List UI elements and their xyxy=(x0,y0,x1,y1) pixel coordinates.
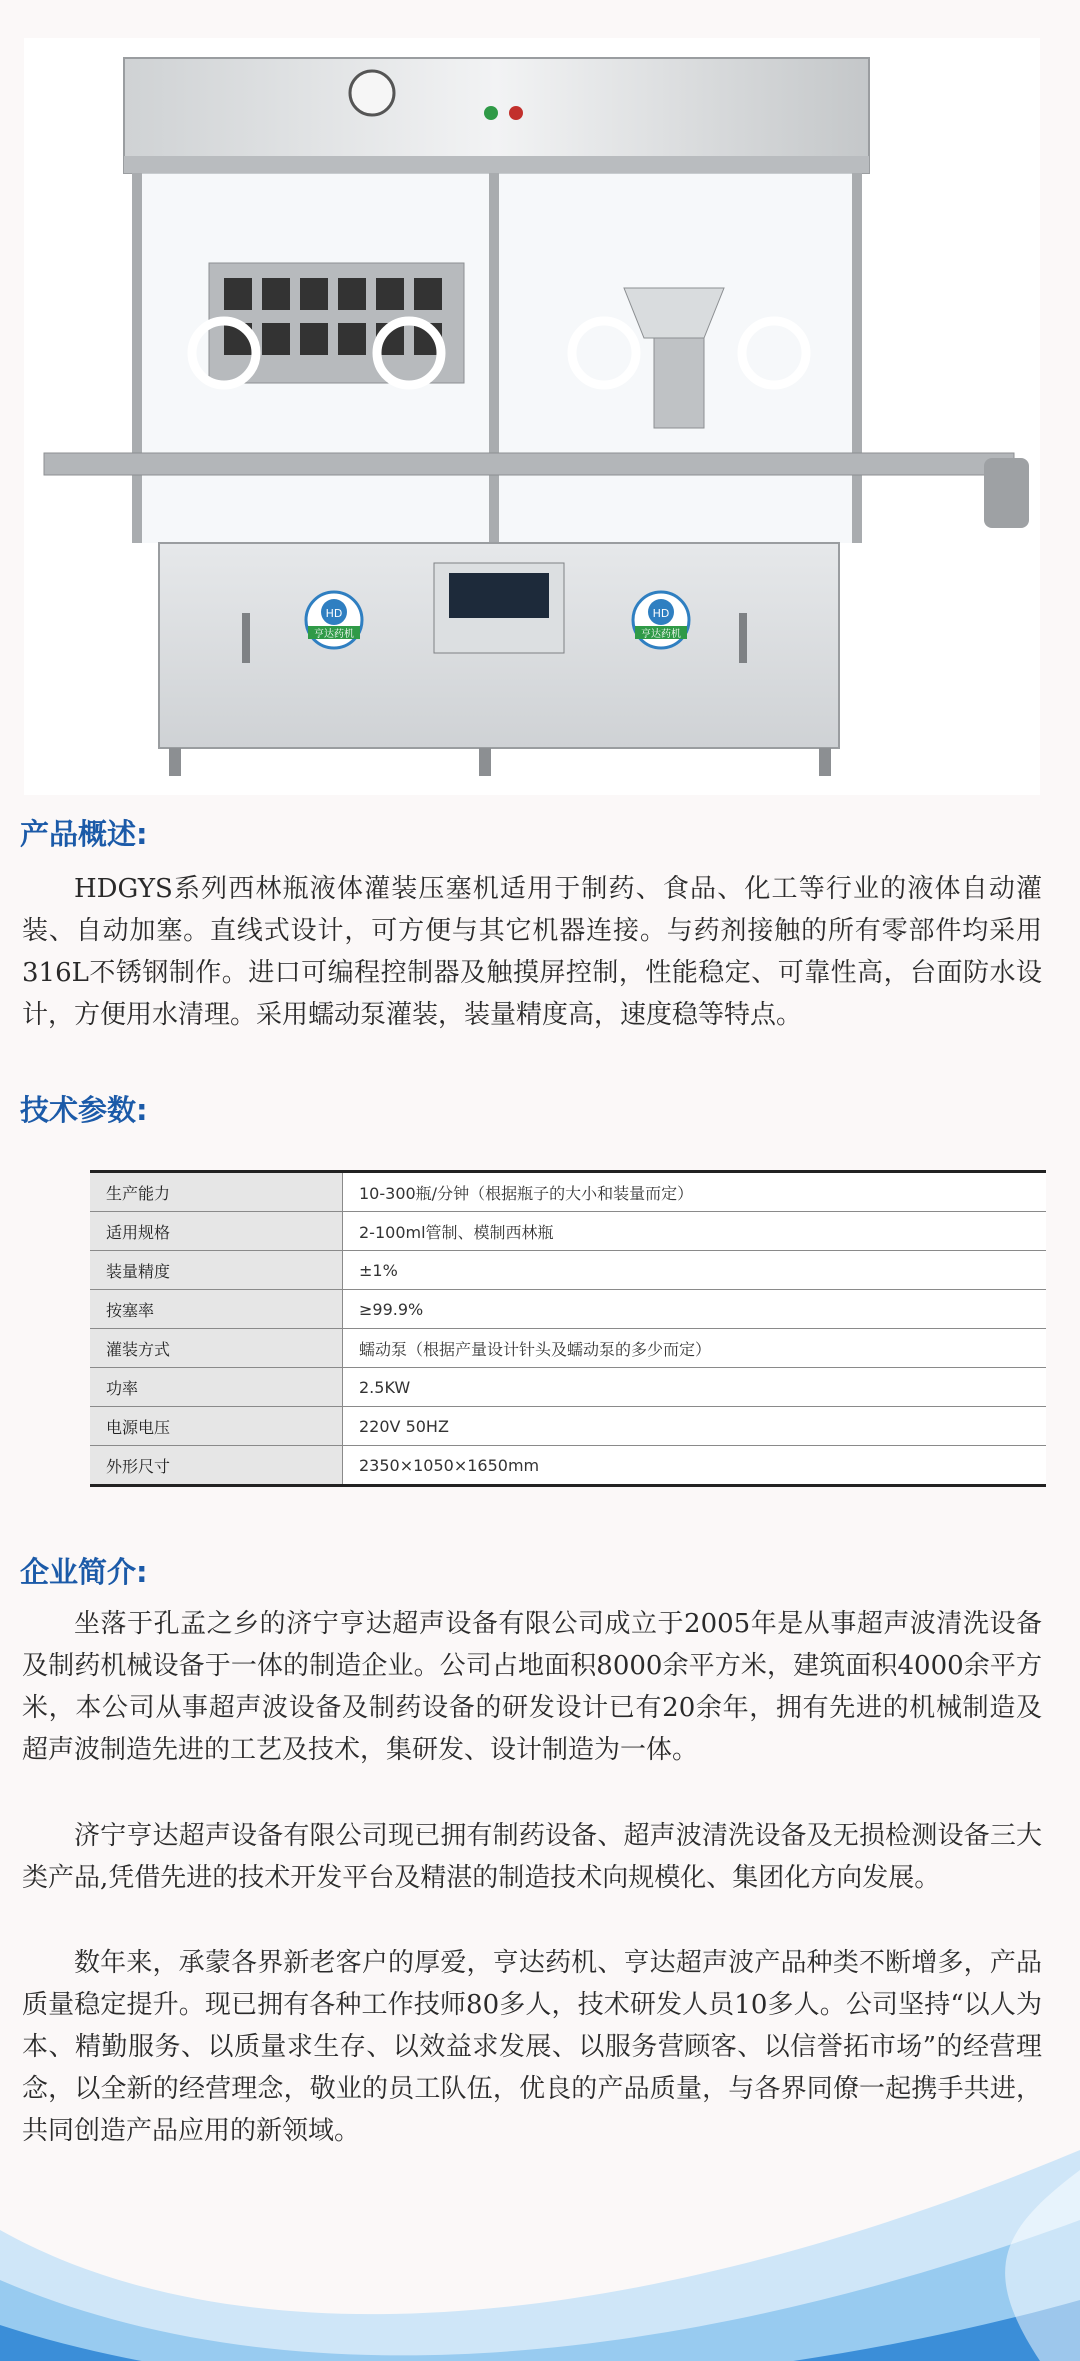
overview-title: 产品概述: xyxy=(20,817,148,851)
company-paragraph-3: 数年来，承蒙各界新老客户的厚爱，亨达药机、亨达超声波产品种类不断增多，产品质量稳定提升。现已拥有各种工作技师80多人，技术研发人员10多人。公司坚持“以人为本、精勤服务、以质量求生存、以效益求发展、以服务营顾客、以信誉拓市场”的经营理念，以全新的经营理念，敬业的员工队伍，优良的产品质量，与各界同僚一起携手共进，共同创造产品应用的新领域。 xyxy=(22,1948,1042,2146)
company-paragraph-2: 济宁亨达超声设备有限公司现已拥有制药设备、超声波清洗设备及无损检测设备三大类产品,凭借先进的技术开发平台及精湛的制造技术向规模化、集团化方向发展。 xyxy=(22,1821,1042,1893)
decorative-wave xyxy=(0,2110,1080,2361)
spec-label: 按塞率 xyxy=(90,1290,343,1329)
touch-screen xyxy=(449,573,549,618)
spec-label: 适用规格 xyxy=(90,1212,343,1251)
spec-table xyxy=(90,1170,1046,1487)
spec-value: 220V 50HZ xyxy=(343,1407,1047,1446)
spec-value: ±1% xyxy=(343,1251,1047,1290)
spec-value: 2.5KW xyxy=(343,1368,1047,1407)
spec-label: 功率 xyxy=(90,1368,343,1407)
green-indicator-light xyxy=(484,106,498,120)
spec-value: 2-100ml管制、模制西林瓶 xyxy=(343,1212,1047,1251)
spec-label: 装量精度 xyxy=(90,1251,343,1290)
spec-label: 灌装方式 xyxy=(90,1329,343,1368)
spec-row xyxy=(90,1329,1046,1368)
spec-label: 外形尺寸 xyxy=(90,1446,343,1486)
company-paragraph-1: 坐落于孔孟之乡的济宁亨达超声设备有限公司成立于2005年是从事超声波清洗设备及制药机械设备于一体的制造企业。公司占地面积8000余平方米，建筑面积4000余平方米，本公司从事超声波设备及制药设备的研发设计已有20余年，拥有先进的机械制造及超声波制造先进的工艺及技术，集研发、设计制造为一体。 xyxy=(22,1609,1042,1765)
spec-row xyxy=(90,1368,1046,1407)
overview-text: HDGYS系列西林瓶液体灌装压塞机适用于制药、食品、化工等行业的液体自动灌装、自动加塞。直线式设计，可方便与其它机器连接。与药剂接触的所有零部件均采用316L不锈钢制作。进口可编程控制器及触摸屏控制，性能稳定、可靠性高，台面防水设计，方便用水清理。采用蠕动泵灌装，装量精度高，速度稳等特点。 xyxy=(22,874,1042,1030)
svg-text:HD: HD xyxy=(652,607,670,620)
company-logo-left xyxy=(306,592,362,648)
filling-machine-illustration xyxy=(24,38,1040,795)
pressure-gauge xyxy=(350,71,394,115)
spec-row xyxy=(90,1172,1046,1212)
spec-value: 蠕动泵（根据产量设计针头及蠕动泵的多少而定） xyxy=(343,1329,1047,1368)
spec-row xyxy=(90,1407,1046,1446)
spec-row xyxy=(90,1251,1046,1290)
specs-title: 技术参数: xyxy=(20,1093,148,1127)
red-indicator-light xyxy=(509,106,523,120)
spec-row xyxy=(90,1290,1046,1329)
company-logo-right xyxy=(633,592,689,648)
svg-text:亨达药机: 亨达药机 xyxy=(641,629,681,640)
company-title: 企业简介: xyxy=(20,1555,148,1589)
svg-text:亨达药机: 亨达药机 xyxy=(314,629,354,640)
spec-row xyxy=(90,1212,1046,1251)
svg-text:HD: HD xyxy=(325,607,343,620)
product-photo xyxy=(24,38,1040,795)
spec-value: 10-300瓶/分钟（根据瓶子的大小和装量而定） xyxy=(343,1172,1047,1212)
spec-value: 2350×1050×1650mm xyxy=(343,1446,1047,1486)
spec-label: 生产能力 xyxy=(90,1172,343,1212)
spec-label: 电源电压 xyxy=(90,1407,343,1446)
spec-value: ≥99.9% xyxy=(343,1290,1047,1329)
spec-row xyxy=(90,1446,1046,1486)
